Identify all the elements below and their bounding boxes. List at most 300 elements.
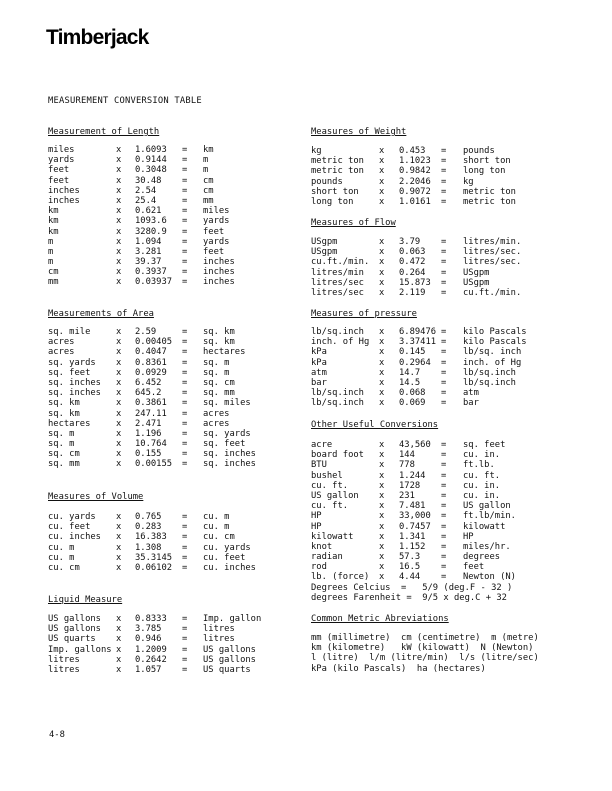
to-unit: lb/sq.inch (463, 367, 516, 378)
factor: 0.145 (399, 347, 426, 358)
factor: 0.8361 (135, 357, 167, 368)
from-unit: acres (48, 337, 75, 348)
from-unit: sq. yards (48, 357, 96, 368)
to-unit: litres/min. (463, 237, 522, 247)
to-unit: short ton (463, 156, 511, 167)
multiply-sign: x (379, 196, 385, 207)
to-unit: bar (463, 398, 479, 409)
from-unit: cu. ft. (311, 501, 349, 512)
factor: 14.7 (399, 367, 421, 378)
factor: 2.59 (135, 327, 157, 337)
to-unit: litres/sec. (463, 257, 522, 268)
from-unit: sq. inches (48, 388, 101, 399)
equals-sign: = (441, 337, 447, 348)
multiply-sign: x (379, 511, 385, 522)
factor: 16.5 (399, 562, 421, 573)
factor: 0.621 (135, 206, 162, 217)
multiply-sign: x (116, 522, 122, 533)
to-unit: miles (203, 206, 230, 217)
equals-sign: = (182, 552, 188, 563)
equals-sign: = (441, 521, 447, 532)
to-unit: cm (203, 175, 214, 186)
multiply-sign: x (116, 155, 122, 166)
from-unit: board foot (311, 450, 364, 461)
factor: 0.453 (399, 146, 426, 156)
multiply-sign: x (379, 501, 385, 512)
factor: 10.764 (135, 439, 167, 450)
to-unit: cu. feet (203, 552, 246, 563)
equals-sign: = (182, 377, 188, 388)
from-unit: US gallons (48, 614, 101, 624)
brand-logo: Timberjack (46, 26, 149, 49)
to-unit: sq. cm (203, 377, 235, 388)
factor: 0.0929 (135, 367, 167, 378)
from-unit: kilowatt (311, 531, 354, 542)
to-unit: USgpm (463, 267, 490, 278)
from-unit: yards (48, 155, 75, 166)
multiply-sign: x (116, 267, 122, 278)
to-unit: feet (463, 562, 485, 573)
equals-sign: = (182, 439, 188, 450)
from-unit: sq. inches (48, 377, 101, 388)
multiply-sign: x (379, 541, 385, 552)
equals-sign: = (182, 388, 188, 399)
equals-sign: = (441, 347, 447, 358)
factor: 3.37411 (399, 337, 437, 348)
text-line: Degrees Celcius = 5/9 (deg.F - 32 ) (311, 583, 513, 593)
to-unit: US quarts (203, 664, 251, 675)
page-number: 4-8 (49, 730, 65, 740)
multiply-sign: x (116, 634, 122, 645)
multiply-sign: x (379, 552, 385, 563)
to-unit: ft.lb. (463, 460, 495, 471)
from-unit: m (48, 257, 54, 268)
to-unit: cm (203, 185, 214, 196)
to-unit: kilowatt (463, 521, 506, 532)
equals-sign: = (182, 267, 188, 278)
factor: 1.244 (399, 470, 426, 481)
factor: 247.11 (135, 408, 167, 419)
equals-sign: = (441, 501, 447, 512)
multiply-sign: x (379, 490, 385, 501)
to-unit: sq. inches (203, 459, 256, 470)
multiply-sign: x (379, 450, 385, 461)
multiply-sign: x (116, 664, 122, 675)
to-unit: km (203, 145, 214, 155)
factor: 3.785 (135, 624, 162, 635)
from-unit: m (48, 236, 54, 247)
from-unit: USgpm (311, 247, 338, 258)
equals-sign: = (182, 459, 188, 470)
equals-sign: = (441, 176, 447, 187)
to-unit: sq. m (203, 357, 230, 368)
multiply-sign: x (379, 327, 385, 337)
factor: 0.3937 (135, 267, 167, 278)
liquid-heading: Liquid Measure (48, 595, 123, 605)
to-unit: litres (203, 624, 235, 635)
equals-sign: = (441, 287, 447, 298)
factor: 0.264 (399, 267, 426, 278)
multiply-sign: x (116, 388, 122, 399)
equals-sign: = (182, 277, 188, 288)
to-unit: miles/hr. (463, 541, 511, 552)
from-unit: cu. cm (48, 562, 80, 573)
from-unit: inches (48, 195, 80, 206)
multiply-sign: x (379, 460, 385, 471)
multiply-sign: x (116, 145, 122, 155)
from-unit: hectares (48, 418, 91, 429)
equals-sign: = (441, 156, 447, 167)
from-unit: sq. km (48, 398, 80, 409)
from-unit: US quarts (48, 634, 96, 645)
from-unit: kPa (311, 347, 327, 358)
from-unit: BTU (311, 460, 327, 471)
factor: 0.063 (399, 247, 426, 258)
factor: 0.946 (135, 634, 162, 645)
to-unit: yards (203, 216, 230, 227)
factor: 0.8333 (135, 614, 167, 624)
equals-sign: = (182, 367, 188, 378)
factor: 1.094 (135, 236, 162, 247)
text-line: km (kilometre) kW (kilowatt) N (Newton) (311, 643, 534, 654)
multiply-sign: x (379, 562, 385, 573)
equals-sign: = (182, 644, 188, 655)
to-unit: kg (463, 176, 474, 187)
factor: 16.383 (135, 532, 167, 543)
from-unit: litres (48, 654, 80, 665)
to-unit: US gallons (203, 654, 256, 665)
factor: 0.3861 (135, 398, 167, 409)
multiply-sign: x (379, 398, 385, 409)
equals-sign: = (182, 664, 188, 675)
text-line: kPa (kilo Pascals) ha (hectares) (311, 663, 486, 674)
to-unit: cu. in. (463, 450, 501, 461)
from-unit: km (48, 206, 59, 217)
multiply-sign: x (116, 614, 122, 624)
factor: 15.873 (399, 277, 431, 288)
multiply-sign: x (116, 236, 122, 247)
to-unit: feet (203, 246, 225, 257)
multiply-sign: x (116, 418, 122, 429)
factor: 0.4047 (135, 347, 167, 358)
to-unit: sq. inches (203, 449, 256, 460)
factor: 35.3145 (135, 552, 173, 563)
to-unit: litres (203, 634, 235, 645)
multiply-sign: x (379, 257, 385, 268)
equals-sign: = (182, 185, 188, 196)
multiply-sign: x (379, 367, 385, 378)
equals-sign: = (441, 166, 447, 177)
factor: 1.152 (399, 541, 426, 552)
equals-sign: = (441, 450, 447, 461)
factor: 6.452 (135, 377, 162, 388)
equals-sign: = (182, 654, 188, 665)
from-unit: metric ton (311, 166, 364, 177)
factor: 6.89476 (399, 327, 437, 337)
to-unit: m (203, 155, 209, 166)
to-unit: sq. m (203, 367, 230, 378)
to-unit: acres (203, 408, 230, 419)
to-unit: cu. in. (463, 480, 501, 491)
multiply-sign: x (379, 347, 385, 358)
to-unit: kilo Pascals (463, 327, 527, 337)
from-unit: sq. feet (48, 367, 91, 378)
multiply-sign: x (116, 532, 122, 543)
to-unit: sq. miles (203, 398, 251, 409)
factor: 1.057 (135, 664, 162, 675)
pressure-heading: Measures of pressure (311, 309, 417, 319)
to-unit: litres/sec. (463, 247, 522, 258)
equals-sign: = (182, 408, 188, 419)
multiply-sign: x (116, 357, 122, 368)
multiply-sign: x (116, 512, 122, 522)
other-heading: Other Useful Conversions (311, 420, 439, 430)
factor: 231 (399, 490, 415, 501)
factor: 0.068 (399, 388, 426, 399)
factor: 1.1023 (399, 156, 431, 167)
factor: 0.069 (399, 398, 426, 409)
equals-sign: = (441, 511, 447, 522)
equals-sign: = (441, 237, 447, 247)
equals-sign: = (441, 327, 447, 337)
to-unit: pounds (463, 146, 495, 156)
multiply-sign: x (379, 388, 385, 399)
from-unit: acres (48, 347, 75, 358)
to-unit: cu. in. (463, 490, 501, 501)
factor: 2.471 (135, 418, 162, 429)
equals-sign: = (182, 206, 188, 217)
factor: 1.196 (135, 428, 162, 439)
to-unit: US gallon (463, 501, 511, 512)
equals-sign: = (441, 388, 447, 399)
equals-sign: = (441, 357, 447, 368)
to-unit: yards (203, 236, 230, 247)
multiply-sign: x (116, 654, 122, 665)
equals-sign: = (182, 532, 188, 543)
multiply-sign: x (379, 247, 385, 258)
to-unit: sq. mm (203, 388, 235, 399)
multiply-sign: x (116, 439, 122, 450)
from-unit: sq. mm (48, 459, 80, 470)
from-unit: inch. of Hg (311, 337, 370, 348)
multiply-sign: x (379, 166, 385, 177)
equals-sign: = (182, 246, 188, 257)
multiply-sign: x (379, 337, 385, 348)
equals-sign: = (441, 247, 447, 258)
multiply-sign: x (116, 449, 122, 460)
equals-sign: = (182, 418, 188, 429)
from-unit: acre (311, 440, 333, 450)
multiply-sign: x (116, 195, 122, 206)
factor: 0.9072 (399, 186, 431, 197)
from-unit: kg (311, 146, 322, 156)
flow-heading: Measures of Flow (311, 218, 396, 228)
factor: 1728 (399, 480, 421, 491)
text-line: l (litre) l/m (litre/min) l/s (litre/sec) (311, 653, 539, 664)
from-unit: litres/sec (311, 277, 364, 288)
multiply-sign: x (379, 470, 385, 481)
equals-sign: = (441, 146, 447, 156)
from-unit: sq. m (48, 439, 75, 450)
to-unit: lb/sq.inch (463, 377, 516, 388)
factor: 0.3048 (135, 165, 167, 176)
from-unit: US gallon (311, 490, 359, 501)
from-unit: lb/sq.inch (311, 327, 364, 337)
document-title: MEASUREMENT CONVERSION TABLE (48, 96, 202, 106)
to-unit: cu. m (203, 522, 230, 533)
equals-sign: = (182, 398, 188, 409)
to-unit: cu. yards (203, 542, 251, 553)
equals-sign: = (441, 541, 447, 552)
multiply-sign: x (116, 562, 122, 573)
factor: 645.2 (135, 388, 162, 399)
from-unit: cm (48, 267, 59, 278)
to-unit: inches (203, 277, 235, 288)
multiply-sign: x (116, 206, 122, 217)
volume-heading: Measures of Volume (48, 492, 144, 502)
equals-sign: = (182, 216, 188, 227)
from-unit: long ton (311, 196, 354, 207)
text-line: degrees Farenheit = 9/5 x deg.C + 32 (311, 593, 507, 604)
to-unit: metric ton (463, 186, 516, 197)
from-unit: atm (311, 367, 327, 378)
multiply-sign: x (379, 480, 385, 491)
factor: 0.765 (135, 512, 162, 522)
multiply-sign: x (379, 146, 385, 156)
equals-sign: = (182, 195, 188, 206)
from-unit: inches (48, 185, 80, 196)
factor: 0.283 (135, 522, 162, 533)
to-unit: inch. of Hg (463, 357, 522, 368)
multiply-sign: x (379, 521, 385, 532)
factor: 57.3 (399, 552, 421, 563)
equals-sign: = (182, 562, 188, 573)
multiply-sign: x (379, 267, 385, 278)
factor: 3280.9 (135, 226, 167, 237)
to-unit: cu. m (203, 512, 230, 522)
from-unit: USgpm (311, 237, 338, 247)
equals-sign: = (441, 460, 447, 471)
to-unit: m (203, 165, 209, 176)
factor: 2.119 (399, 287, 426, 298)
factor: 2.2046 (399, 176, 431, 187)
from-unit: knot (311, 541, 333, 552)
to-unit: USgpm (463, 277, 490, 288)
from-unit: HP (311, 511, 322, 522)
equals-sign: = (182, 614, 188, 624)
factor: 0.7457 (399, 521, 431, 532)
from-unit: sq. km (48, 408, 80, 419)
to-unit: long ton (463, 166, 506, 177)
factor: 1.341 (399, 531, 426, 542)
multiply-sign: x (116, 216, 122, 227)
equals-sign: = (182, 347, 188, 358)
from-unit: cu. feet (48, 522, 91, 533)
from-unit: m (48, 246, 54, 257)
from-unit: lb. (force) (311, 572, 370, 583)
multiply-sign: x (379, 287, 385, 298)
from-unit: litres/sec (311, 287, 364, 298)
multiply-sign: x (116, 644, 122, 655)
to-unit: lb/sq. inch (463, 347, 522, 358)
multiply-sign: x (379, 531, 385, 542)
from-unit: litres/min (311, 267, 364, 278)
multiply-sign: x (379, 377, 385, 388)
factor: 3.79 (399, 237, 421, 247)
from-unit: cu. m (48, 542, 75, 553)
from-unit: bar (311, 377, 327, 388)
to-unit: Newton (N) (463, 572, 516, 583)
to-unit: Imp. gallon (203, 614, 262, 624)
from-unit: cu. inches (48, 532, 101, 543)
from-unit: cu. ft. (311, 480, 349, 491)
from-unit: rod (311, 562, 327, 573)
multiply-sign: x (116, 552, 122, 563)
equals-sign: = (441, 490, 447, 501)
to-unit: hectares (203, 347, 246, 358)
from-unit: Imp. gallons (48, 644, 112, 655)
to-unit: cu. inches (203, 562, 256, 573)
from-unit: HP (311, 521, 322, 532)
from-unit: miles (48, 145, 75, 155)
multiply-sign: x (379, 237, 385, 247)
factor: 0.9144 (135, 155, 167, 166)
factor: 33,000 (399, 511, 431, 522)
factor: 1.2009 (135, 644, 167, 655)
multiply-sign: x (116, 428, 122, 439)
multiply-sign: x (116, 347, 122, 358)
equals-sign: = (441, 377, 447, 388)
to-unit: sq. km (203, 337, 235, 348)
equals-sign: = (182, 327, 188, 337)
to-unit: acres (203, 418, 230, 429)
factor: 1.0161 (399, 196, 431, 207)
equals-sign: = (441, 196, 447, 207)
multiply-sign: x (116, 226, 122, 237)
area-heading: Measurements of Area (48, 309, 154, 319)
from-unit: short ton (311, 186, 359, 197)
to-unit: mm (203, 195, 214, 206)
factor: 1.308 (135, 542, 162, 553)
equals-sign: = (182, 226, 188, 237)
to-unit: inches (203, 257, 235, 268)
from-unit: cu. yards (48, 512, 96, 522)
equals-sign: = (441, 267, 447, 278)
temperature-formulas (311, 583, 512, 603)
to-unit: feet (203, 226, 225, 237)
equals-sign: = (441, 277, 447, 288)
factor: 0.03937 (135, 277, 173, 288)
equals-sign: = (441, 470, 447, 481)
factor: 43,560 (399, 440, 431, 450)
weight-heading: Measures of Weight (311, 127, 407, 137)
equals-sign: = (182, 522, 188, 533)
factor: 0.9842 (399, 166, 431, 177)
multiply-sign: x (116, 257, 122, 268)
multiply-sign: x (379, 156, 385, 167)
multiply-sign: x (116, 165, 122, 176)
equals-sign: = (441, 480, 447, 491)
equals-sign: = (441, 398, 447, 409)
from-unit: litres (48, 664, 80, 675)
from-unit: mm (48, 277, 59, 288)
from-unit: feet (48, 165, 70, 176)
multiply-sign: x (116, 459, 122, 470)
from-unit: sq. cm (48, 449, 80, 460)
from-unit: metric ton (311, 156, 364, 167)
equals-sign: = (441, 186, 447, 197)
factor: 778 (399, 460, 415, 471)
